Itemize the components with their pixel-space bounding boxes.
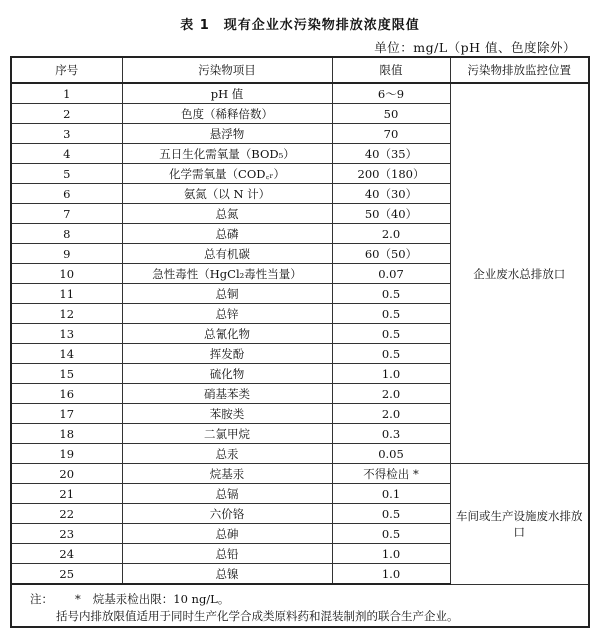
- item-cell: 硝基苯类: [122, 384, 332, 404]
- table-body: [12, 83, 588, 584]
- limit-cell: 0.05: [332, 444, 450, 464]
- limit-cell: 40（35）: [332, 144, 450, 164]
- table-row: [12, 464, 588, 484]
- emission-limits-table: [12, 58, 588, 585]
- seq-cell: 7: [12, 204, 122, 224]
- limit-cell: 0.3: [332, 424, 450, 444]
- table-frame: [10, 56, 590, 628]
- seq-cell: 11: [12, 284, 122, 304]
- limit-cell: 50（40）: [332, 204, 450, 224]
- header-item: 污染物项目: [122, 58, 332, 83]
- seq-cell: 14: [12, 344, 122, 364]
- limit-cell: 200（180）: [332, 164, 450, 184]
- item-cell: 总镉: [122, 484, 332, 504]
- note-line-2: [56, 608, 588, 625]
- limit-cell: 0.1: [332, 484, 450, 504]
- table-row: [12, 83, 588, 104]
- note-2-text: 括号内排放限值适用于同时生产化学合成类原料药和混装制剂的联合生产企业。: [56, 609, 459, 623]
- limit-cell: 50: [332, 104, 450, 124]
- seq-cell: 24: [12, 544, 122, 564]
- item-cell: 烷基汞: [122, 464, 332, 484]
- limit-cell: 0.5: [332, 324, 450, 344]
- item-cell: 总镍: [122, 564, 332, 585]
- seq-cell: 19: [12, 444, 122, 464]
- header-row: [12, 58, 588, 83]
- table-title: [0, 14, 600, 33]
- seq-cell: 21: [12, 484, 122, 504]
- limit-cell: 2.0: [332, 404, 450, 424]
- seq-cell: 15: [12, 364, 122, 384]
- seq-cell: 3: [12, 124, 122, 144]
- limit-cell: 40（30）: [332, 184, 450, 204]
- seq-cell: 5: [12, 164, 122, 184]
- note-line-1: [30, 591, 588, 608]
- limit-cell: 1.0: [332, 364, 450, 384]
- seq-cell: 8: [12, 224, 122, 244]
- limit-cell: 0.5: [332, 304, 450, 324]
- note-star: *: [75, 592, 81, 606]
- seq-cell: 2: [12, 104, 122, 124]
- seq-cell: 1: [12, 83, 122, 104]
- limit-cell: 2.0: [332, 224, 450, 244]
- table-number: 表 1: [180, 18, 210, 33]
- item-cell: 六价铬: [122, 504, 332, 524]
- limit-cell: 1.0: [332, 544, 450, 564]
- item-cell: 总铜: [122, 284, 332, 304]
- item-cell: 总砷: [122, 524, 332, 544]
- seq-cell: 23: [12, 524, 122, 544]
- item-cell: pH 值: [122, 83, 332, 104]
- seq-cell: 22: [12, 504, 122, 524]
- limit-cell: 0.5: [332, 524, 450, 544]
- limit-cell: 0.5: [332, 344, 450, 364]
- seq-cell: 13: [12, 324, 122, 344]
- seq-cell: 16: [12, 384, 122, 404]
- item-cell: 氨氮（以 N 计）: [122, 184, 332, 204]
- item-cell: 总锌: [122, 304, 332, 324]
- location-workshop: 车间或生产设施废水排放口: [450, 464, 588, 585]
- limit-cell: 0.07: [332, 264, 450, 284]
- header-limit: 限值: [332, 58, 450, 83]
- limit-cell: 60（50）: [332, 244, 450, 264]
- limit-cell: 0.5: [332, 504, 450, 524]
- item-cell: 硫化物: [122, 364, 332, 384]
- item-cell: 急性毒性（HgCl₂毒性当量）: [122, 264, 332, 284]
- item-cell: 挥发酚: [122, 344, 332, 364]
- unit-note: 单位：mg/L（pH 值、色度除外）: [374, 40, 576, 55]
- seq-cell: 10: [12, 264, 122, 284]
- header-seq: 序号: [12, 58, 122, 83]
- seq-cell: 17: [12, 404, 122, 424]
- item-cell: 苯胺类: [122, 404, 332, 424]
- seq-cell: 18: [12, 424, 122, 444]
- header-location: 污染物排放监控位置: [450, 58, 588, 83]
- item-cell: 总氮: [122, 204, 332, 224]
- limit-cell: 6～9: [332, 83, 450, 104]
- seq-cell: 6: [12, 184, 122, 204]
- limit-cell: 不得检出 *: [332, 464, 450, 484]
- item-cell: 化学需氧量（COD꜀ᵣ）: [122, 164, 332, 184]
- seq-cell: 9: [12, 244, 122, 264]
- item-cell: 总铅: [122, 544, 332, 564]
- limit-cell: 2.0: [332, 384, 450, 404]
- item-cell: 色度（稀释倍数）: [122, 104, 332, 124]
- limit-cell: 0.5: [332, 284, 450, 304]
- limit-cell: 70: [332, 124, 450, 144]
- seq-cell: 20: [12, 464, 122, 484]
- item-cell: 总有机碳: [122, 244, 332, 264]
- location-enterprise: 企业废水总排放口: [450, 83, 588, 464]
- seq-cell: 12: [12, 304, 122, 324]
- item-cell: 二氯甲烷: [122, 424, 332, 444]
- seq-cell: 4: [12, 144, 122, 164]
- item-cell: 悬浮物: [122, 124, 332, 144]
- limit-cell: 1.0: [332, 564, 450, 585]
- table-notes: [12, 585, 588, 625]
- seq-cell: 25: [12, 564, 122, 585]
- table-title-text: 现有企业水污染物排放浓度限值: [223, 18, 420, 33]
- item-cell: 总汞: [122, 444, 332, 464]
- notes-label: 注：: [30, 592, 53, 606]
- note-1-text: 烷基汞检出限：10 ng/L。: [92, 592, 230, 606]
- item-cell: 总磷: [122, 224, 332, 244]
- item-cell: 五日生化需氧量（BOD₅）: [122, 144, 332, 164]
- item-cell: 总氰化物: [122, 324, 332, 344]
